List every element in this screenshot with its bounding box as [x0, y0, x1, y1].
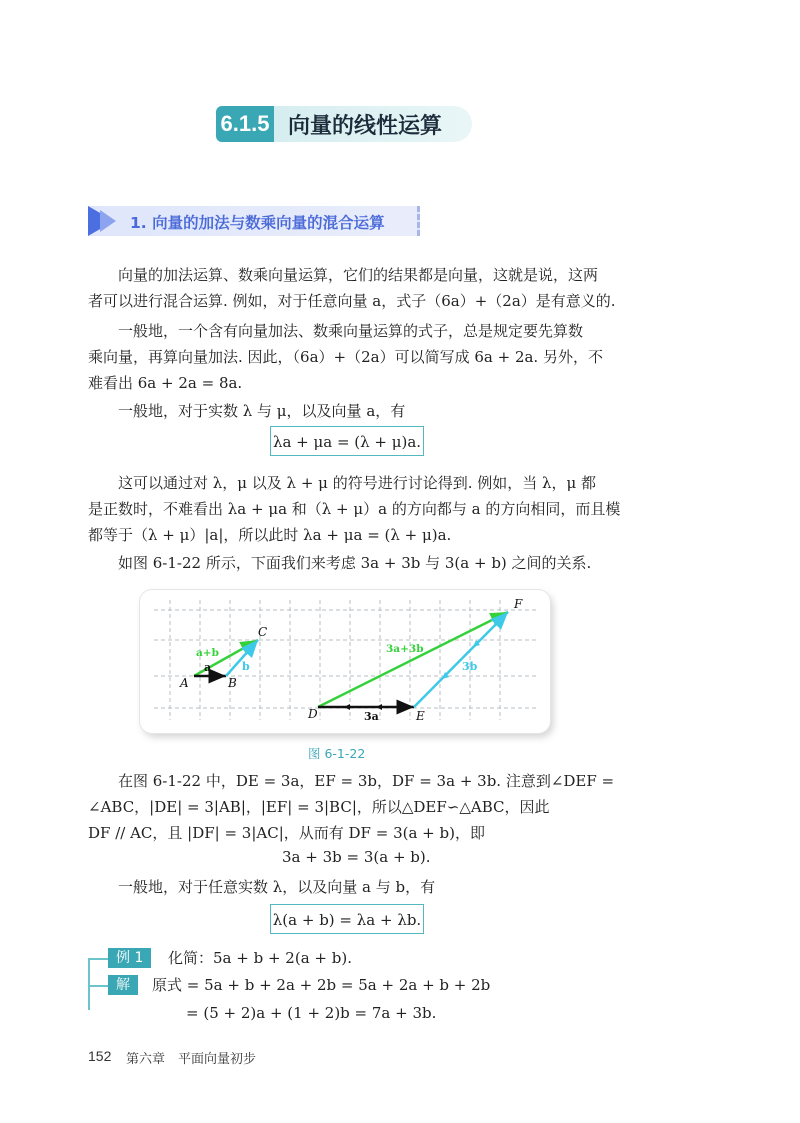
- para-1-line-1: 向量的加法运算、数乘向量运算，它们的结果都是向量，这就是说，这两: [118, 266, 599, 284]
- vector-3a-plus-3b: [318, 612, 508, 707]
- label-C: C: [258, 625, 268, 639]
- vector-diagram: [140, 590, 550, 733]
- subsection-heading: [88, 206, 420, 236]
- solution-line-2: = (5 + 2)a + (1 + 2)b = 7a + 3b.: [186, 1004, 437, 1022]
- grid: [154, 600, 536, 720]
- equation-box-3: λ(a + b) = λa + λb.: [270, 904, 424, 934]
- label-B: B: [228, 676, 237, 690]
- arrow-mark-3a-1: [344, 704, 350, 710]
- section-title: 向量的线性运算: [274, 106, 472, 142]
- para-1-line-2: 者可以进行混合运算. 例如，对于任意向量 a，式子（6a）+（2a）是有意义的.: [88, 292, 616, 310]
- label-3a-plus-3b: 3a+3b: [386, 643, 424, 655]
- para-6-line-3: DF // AC，且 |DF| = 3|AC|，从而有 DF = 3(a + b)，即: [88, 824, 485, 842]
- subsection-title: 1. 向量的加法与数乘向量的混合运算: [130, 214, 385, 232]
- para-2-line-2: 乘向量，再算向量加法. 因此，（6a）+（2a）可以简写成 6a + 2a. 另外，不: [88, 348, 603, 366]
- label-3b: 3b: [462, 660, 478, 673]
- chapter-title: 第六章 平面向量初步: [126, 1052, 257, 1067]
- label-F: F: [514, 597, 523, 611]
- para-4-line-3: 都等于（λ + μ）|a|，所以此时 λa + μa = (λ + μ)a.: [88, 526, 452, 544]
- para-3-line-1: 一般地，对于实数 λ 与 μ，以及向量 a，有: [118, 402, 406, 420]
- para-7-line-1: 一般地，对于任意实数 λ，以及向量 a 与 b，有: [118, 878, 436, 896]
- example-badge: 例 1: [108, 948, 151, 968]
- example-connector-vertical: [88, 958, 90, 1010]
- vector-figure: [140, 590, 550, 733]
- example-connector-2: [88, 985, 108, 987]
- example-problem: 化简：5a + b + 2(a + b).: [168, 949, 352, 967]
- label-E: E: [416, 709, 425, 723]
- solution-line-1: 原式 = 5a + b + 2a + 2b = 5a + 2a + b + 2b: [152, 976, 491, 994]
- label-D: D: [308, 707, 318, 721]
- label-3a: 3a: [364, 710, 379, 723]
- vector-3b: [414, 612, 508, 707]
- equation-box-1: λa + μa = (λ + μ)a.: [270, 426, 424, 456]
- label-b: b: [242, 660, 250, 673]
- para-6-line-1: 在图 6-1-22 中，DE = 3a，EF = 3b，DF = 3a + 3b. 注意到∠DEF =: [118, 772, 615, 790]
- para-6-line-2: ∠ABC，|DE| = 3|AB|，|EF| = 3|BC|，所以△DEF∽△ABC，因此: [88, 798, 550, 816]
- example-connector-1: [88, 958, 108, 960]
- para-2-line-1: 一般地，一个含有向量加法、数乘向量运算的式子，总是规定要先算数: [118, 322, 584, 340]
- label-a-plus-b: a+b: [196, 647, 219, 659]
- equation-2: 3a + 3b = 3(a + b).: [282, 848, 431, 866]
- para-4-line-2: 是正数时，不难看出 λa + μa 和（λ + μ）a 的方向都与 a 的方向相同，而且模: [88, 500, 621, 518]
- label-a: a: [204, 661, 212, 674]
- figure-caption: 图 6-1-22: [308, 746, 366, 761]
- label-A: A: [180, 676, 189, 690]
- para-4-line-1: 这可以通过对 λ，μ 以及 λ + μ 的符号进行讨论得到. 例如，当 λ，μ 都: [118, 474, 597, 492]
- para-2-line-3: 难看出 6a + 2a = 8a.: [88, 374, 243, 392]
- para-5-line-1: 如图 6-1-22 所示，下面我们来考虑 3a + 3b 与 3(a + b) 之间的关系.: [118, 554, 592, 572]
- solution-badge: 解: [108, 975, 138, 995]
- section-number: 6.1.5: [216, 106, 274, 142]
- subsection-arrow-inner-icon: [100, 210, 116, 232]
- page-number: 152: [88, 1048, 112, 1064]
